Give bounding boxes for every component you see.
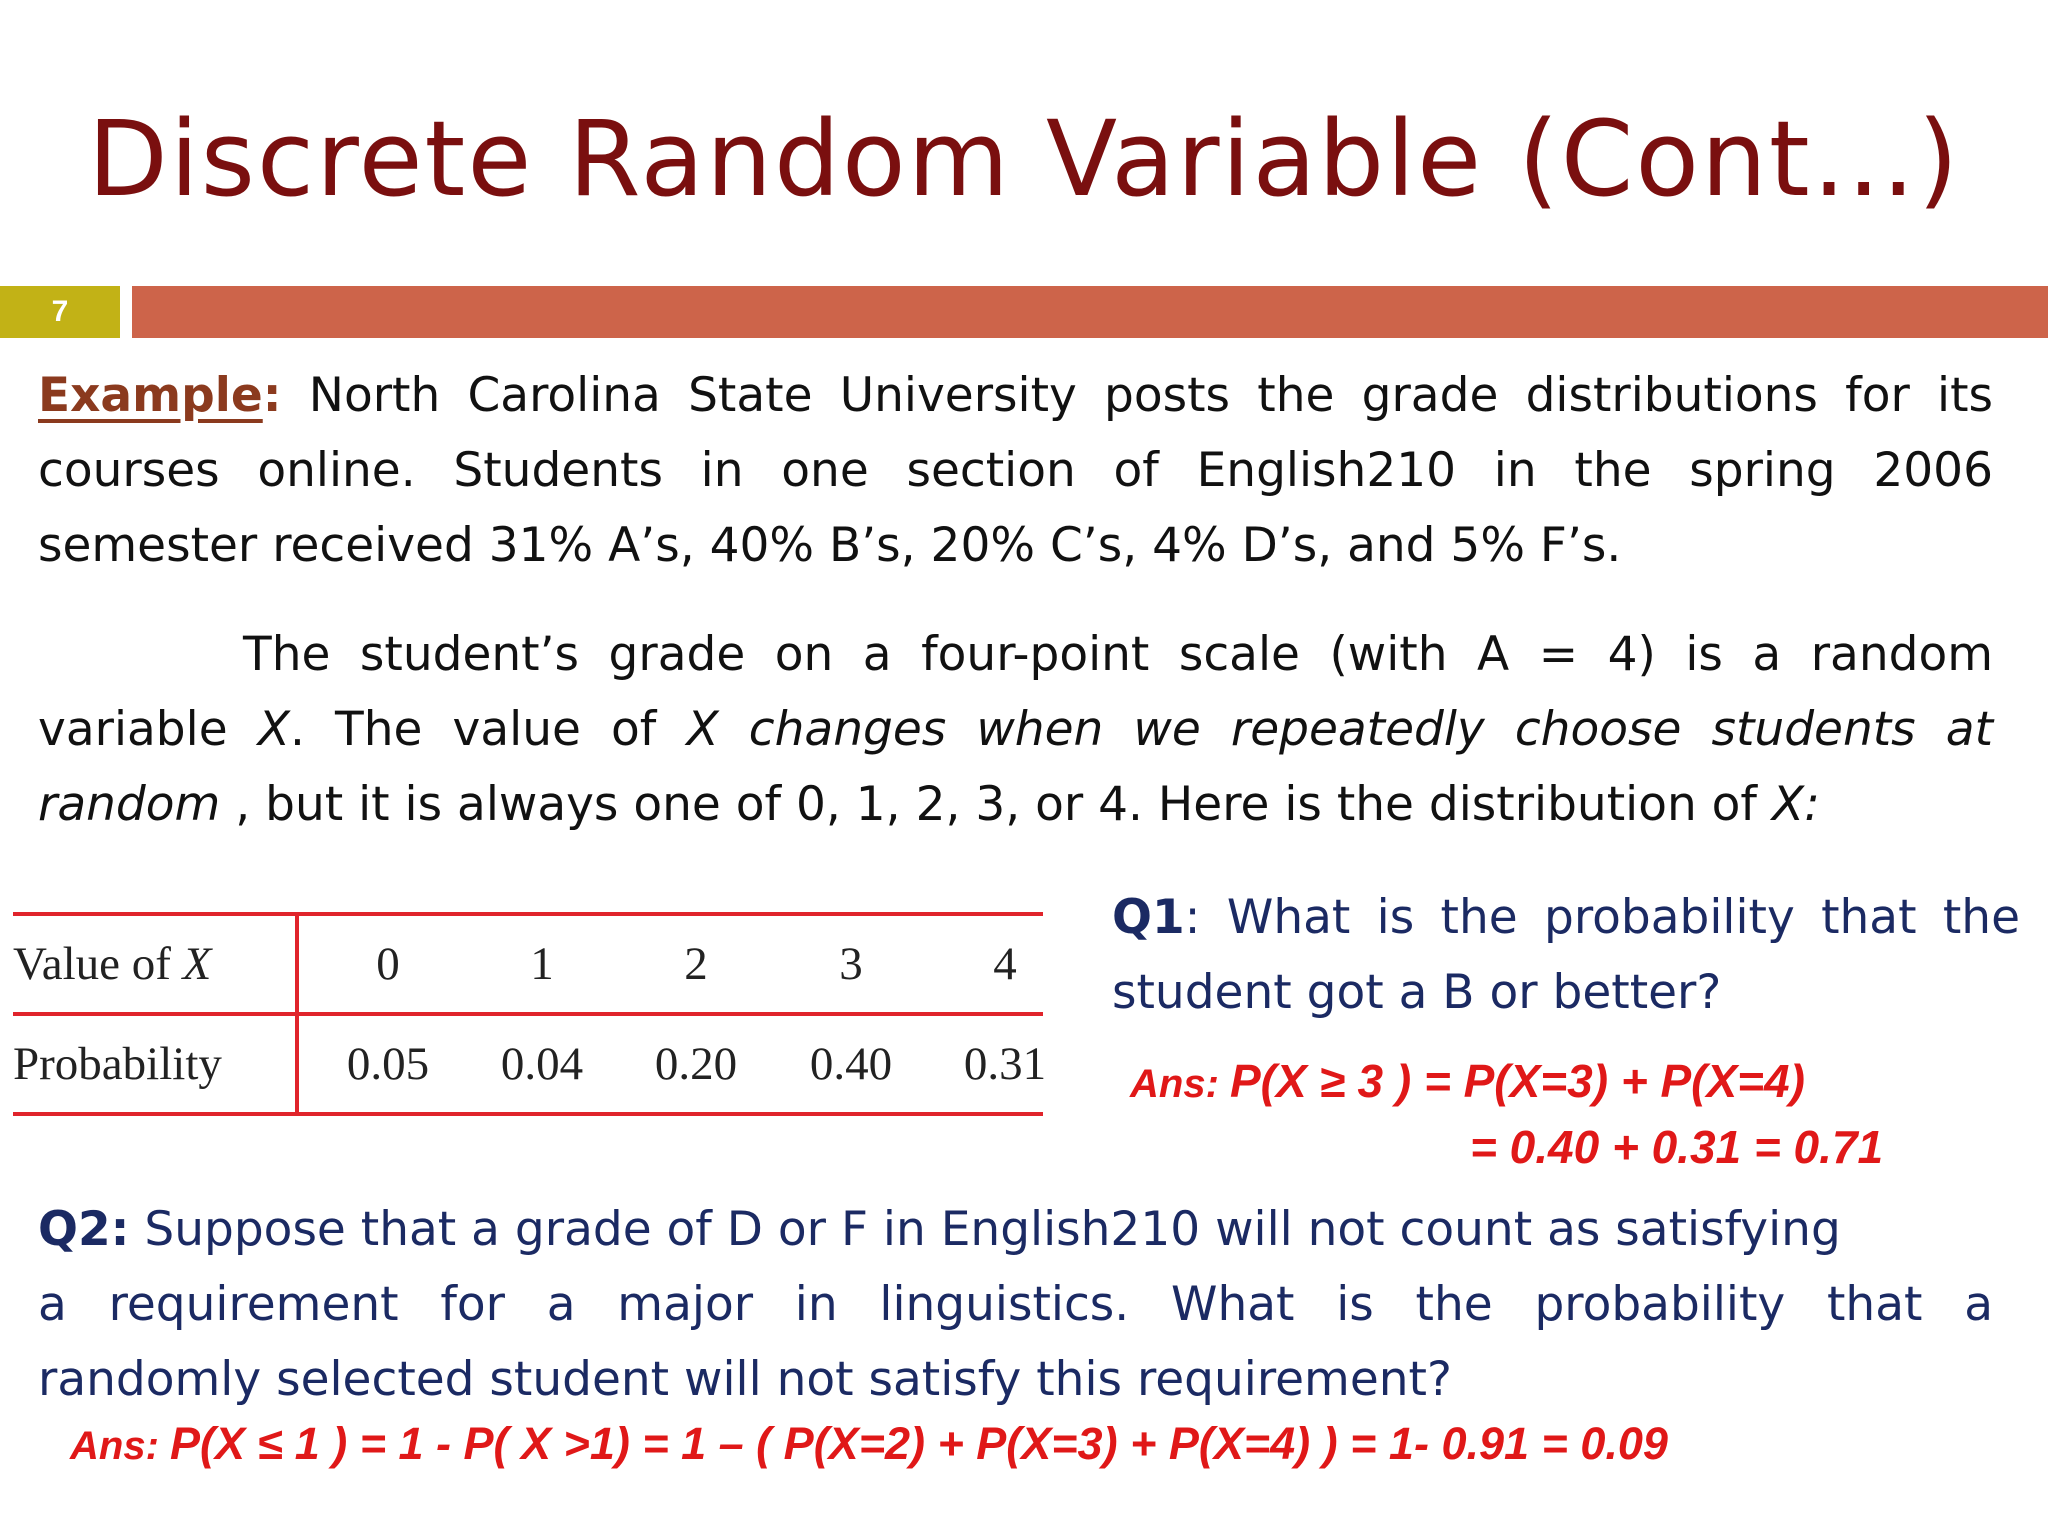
description-text-3b: , but it is always one of 0, 1, 2, 3, or 4. Here is the distribution of — [220, 777, 1772, 832]
question-2 — [38, 1192, 1993, 1417]
q1-answer-expr: P(X ≥ 3 ) = P(X=3) + P(X=4) — [1230, 1055, 1805, 1107]
q1-answer-label: Ans: — [1130, 1062, 1230, 1106]
example-colon: : — [262, 368, 282, 423]
q1-text-1: What is the probability that the — [1200, 890, 2020, 945]
table-cell-probability: 0.40 — [809, 1038, 893, 1090]
example-text-1: North Carolina State University posts the grade distributions for its — [281, 368, 1993, 423]
q1-label: Q1 — [1112, 890, 1185, 945]
distribution-table — [13, 912, 1047, 1116]
example-paragraph — [38, 358, 1993, 583]
q1-line-1 — [1112, 880, 2020, 955]
example-line-1 — [38, 358, 1993, 433]
q2-line-3: randomly selected student will not satisfy this requirement? — [38, 1352, 1452, 1407]
table-cell-probability: 0.31 — [963, 1038, 1047, 1090]
variable-x: X: — [1771, 777, 1820, 832]
table-row-values — [13, 916, 1043, 1012]
q2-text-1: Suppose that a grade of D or F in English210 will not count as satisfying — [129, 1202, 1841, 1257]
table-header-text: Value of — [13, 938, 183, 990]
table-header-var: X — [182, 938, 212, 990]
table-header-probability: Probability — [13, 1038, 222, 1090]
q1-answer-line-2: = 0.40 + 0.31 = 0.71 — [1470, 1121, 1884, 1173]
accent-bar — [132, 286, 2048, 338]
description-text-2b: . The value of — [289, 702, 687, 757]
table-cell-probability: 0.05 — [346, 1038, 430, 1090]
q2-answer — [70, 1418, 1668, 1470]
table-cell-value: 3 — [839, 938, 863, 990]
variable-x: X — [686, 702, 719, 757]
q1-line-2: student got a B or better? — [1112, 965, 1722, 1020]
q2-label: Q2: — [38, 1202, 130, 1257]
slide-number-badge: 7 — [0, 286, 120, 338]
example-line-3: semester received 31% A’s, 40% B’s, 20% C’s, 4% D’s, and 5% F’s. — [38, 518, 1622, 573]
description-line-1 — [38, 617, 1993, 692]
q1-answer-line-1 — [1130, 1054, 1805, 1108]
table-cell-value: 2 — [684, 938, 708, 990]
example-label: Example — [38, 368, 263, 423]
q2-answer-expr: P(X ≤ 1 ) = 1 - P( X >1) = 1 – ( P(X=2) + P(X=3) + P(X=4) ) = 1- 0.91 = 0.09 — [170, 1418, 1668, 1469]
description-text-3a: random — [38, 777, 221, 832]
table-cell-probability: 0.20 — [654, 1038, 738, 1090]
variable-x: X — [257, 702, 290, 757]
question-1 — [1112, 880, 2020, 1030]
q2-line-1 — [38, 1192, 1993, 1267]
description-text-2a: variable — [38, 702, 258, 757]
description-text-1: The student’s grade on a four-point scale (with A = 4) is a random — [243, 627, 1993, 682]
slide-title: Discrete Random Variable (Cont…) — [87, 98, 1961, 220]
table-header-value — [13, 916, 289, 1012]
description-paragraph — [38, 617, 1993, 842]
table-rule-bottom — [13, 1112, 1043, 1116]
table-row-probabilities — [13, 1016, 1047, 1112]
q2-line-2: a requirement for a major in linguistics. What is the probability that a — [38, 1277, 1993, 1332]
table-cell-probability: 0.04 — [500, 1038, 584, 1090]
description-line-2 — [38, 692, 1993, 767]
q2-answer-label: Ans: — [70, 1424, 170, 1468]
table-cell-value: 1 — [530, 938, 554, 990]
q1-colon: : — [1184, 890, 1201, 945]
description-text-2c: changes when we repeatedly choose students at — [718, 702, 1994, 757]
example-line-2: courses online. Students in one section of English210 in the spring 2006 — [38, 443, 1993, 498]
description-line-3 — [38, 767, 1993, 842]
table-cell-value: 0 — [376, 938, 400, 990]
table-cell-value: 4 — [993, 938, 1017, 990]
